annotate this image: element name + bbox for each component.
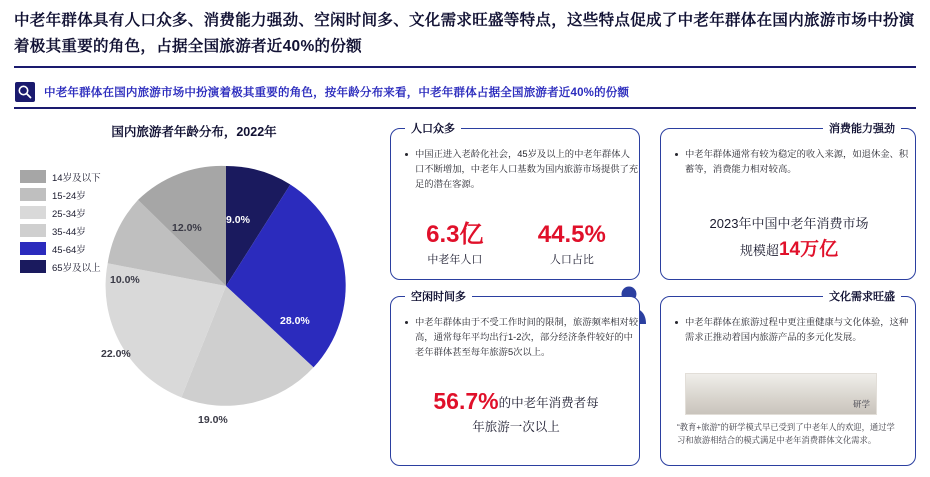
stat-caption: 人口占比 <box>549 254 594 266</box>
card-leisure <box>390 291 640 466</box>
legend-swatch <box>20 224 46 237</box>
card-population-title: 人口众多 <box>405 120 461 136</box>
legend-label: 15-24岁 <box>52 190 86 202</box>
pie-chart-panel <box>14 116 374 466</box>
consumption-line-1: 2023年中国中老年消费市场 <box>709 216 869 231</box>
legend-label: 65岁及以上 <box>52 262 101 274</box>
legend-label: 14岁及以下 <box>52 172 101 184</box>
pie-chart <box>92 152 360 426</box>
section-subtitle-bar <box>14 78 916 106</box>
card-population-bullet: 中国正进入老龄化社会，45岁及以上的中老年群体人口不断增加，中老年人口基数为国内旅游市场提供了充足的潜在客源。 <box>403 147 639 192</box>
leisure-stat-line-2: 年旅游一次以上 <box>472 420 560 434</box>
card-consumption-bullet: 中老年群体通常有较为稳定的收入来源，如退休金、积蓄等，消费能力相对较高。 <box>673 147 915 177</box>
headline-divider <box>14 66 916 68</box>
photo-caption: 研学 <box>852 399 870 409</box>
card-consumption <box>660 123 916 280</box>
legend-label: 25-34岁 <box>52 208 86 220</box>
stat-population-share <box>538 221 606 267</box>
stat-value: 6.3亿 <box>426 221 484 248</box>
card-population-stats <box>399 221 633 267</box>
legend-swatch <box>20 242 46 255</box>
legend-swatch <box>20 170 46 183</box>
section-subtitle-text: 中老年群体在国内旅游市场中扮演着极其重要的角色，按年龄分布来看，中老年群体占据全国旅游者近40%的份额 <box>44 87 630 99</box>
consumption-line-2 <box>671 237 907 264</box>
legend-label: 35-44岁 <box>52 226 86 238</box>
slice-label-15-24: 10.0% <box>110 274 140 286</box>
card-consumption-title: 消费能力强劲 <box>823 120 901 136</box>
card-culture-title: 文化需求旺盛 <box>823 288 901 304</box>
card-culture-bullet: 中老年群体在旅游过程中更注重健康与文化体验，这种需求正推动着国内旅游产品的多元化发展。 <box>673 315 915 345</box>
card-consumption-stat <box>671 211 907 264</box>
stat-caption: 中老年人口 <box>427 254 483 266</box>
research-travel-photo <box>685 373 877 415</box>
slice-label-25-34: 22.0% <box>101 348 131 360</box>
slice-label-65plus: 9.0% <box>226 214 250 226</box>
chart-title: 国内旅游者年龄分布，2022年 <box>111 125 277 139</box>
slice-label-14under: 12.0% <box>172 222 202 234</box>
legend-swatch <box>20 206 46 219</box>
legend-swatch <box>20 188 46 201</box>
search-document-icon <box>14 81 36 103</box>
culture-quote: “教育+旅游”的研学模式早已受到了中老年人的欢迎，通过学习和旅游相结合的模式满足中老年消费群体文化需求。 <box>677 422 895 445</box>
card-leisure-title: 空闲时间多 <box>405 288 472 304</box>
card-culture <box>660 291 916 466</box>
legend-swatch <box>20 260 46 273</box>
card-leisure-bullet: 中老年群体由于不受工作时间的限制，旅游频率相对较高，通常每年平均出行1-2次，部分经济条件较好的中老年群体甚至每年旅游5次以上。 <box>403 315 639 360</box>
leisure-stat-line-1 <box>401 389 631 415</box>
leisure-stat-highlight: 56.7% <box>433 388 499 414</box>
consumption-line-2-highlight: 14万亿 <box>778 239 839 260</box>
stat-population-count <box>426 221 483 267</box>
slice-label-45-64: 28.0% <box>280 315 310 327</box>
card-population <box>390 123 640 280</box>
stat-value: 44.5% <box>537 221 606 248</box>
subtitle-divider <box>14 107 916 109</box>
card-leisure-stat <box>401 389 631 439</box>
page-headline: 中老年群体具有人口众多、消费能力强劲、空闲时间多、文化需求旺盛等特点，这些特点促成了中老年群体在国内旅游市场中扮演着极其重要的角色，占据全国旅游者近40%的份额 <box>14 12 915 55</box>
legend-label: 45-64岁 <box>52 244 86 256</box>
slice-label-35-44: 19.0% <box>198 414 228 426</box>
leisure-stat-suffix: 的中老年消费者每 <box>498 396 599 410</box>
consumption-line-2-prefix: 规模超 <box>739 243 779 258</box>
